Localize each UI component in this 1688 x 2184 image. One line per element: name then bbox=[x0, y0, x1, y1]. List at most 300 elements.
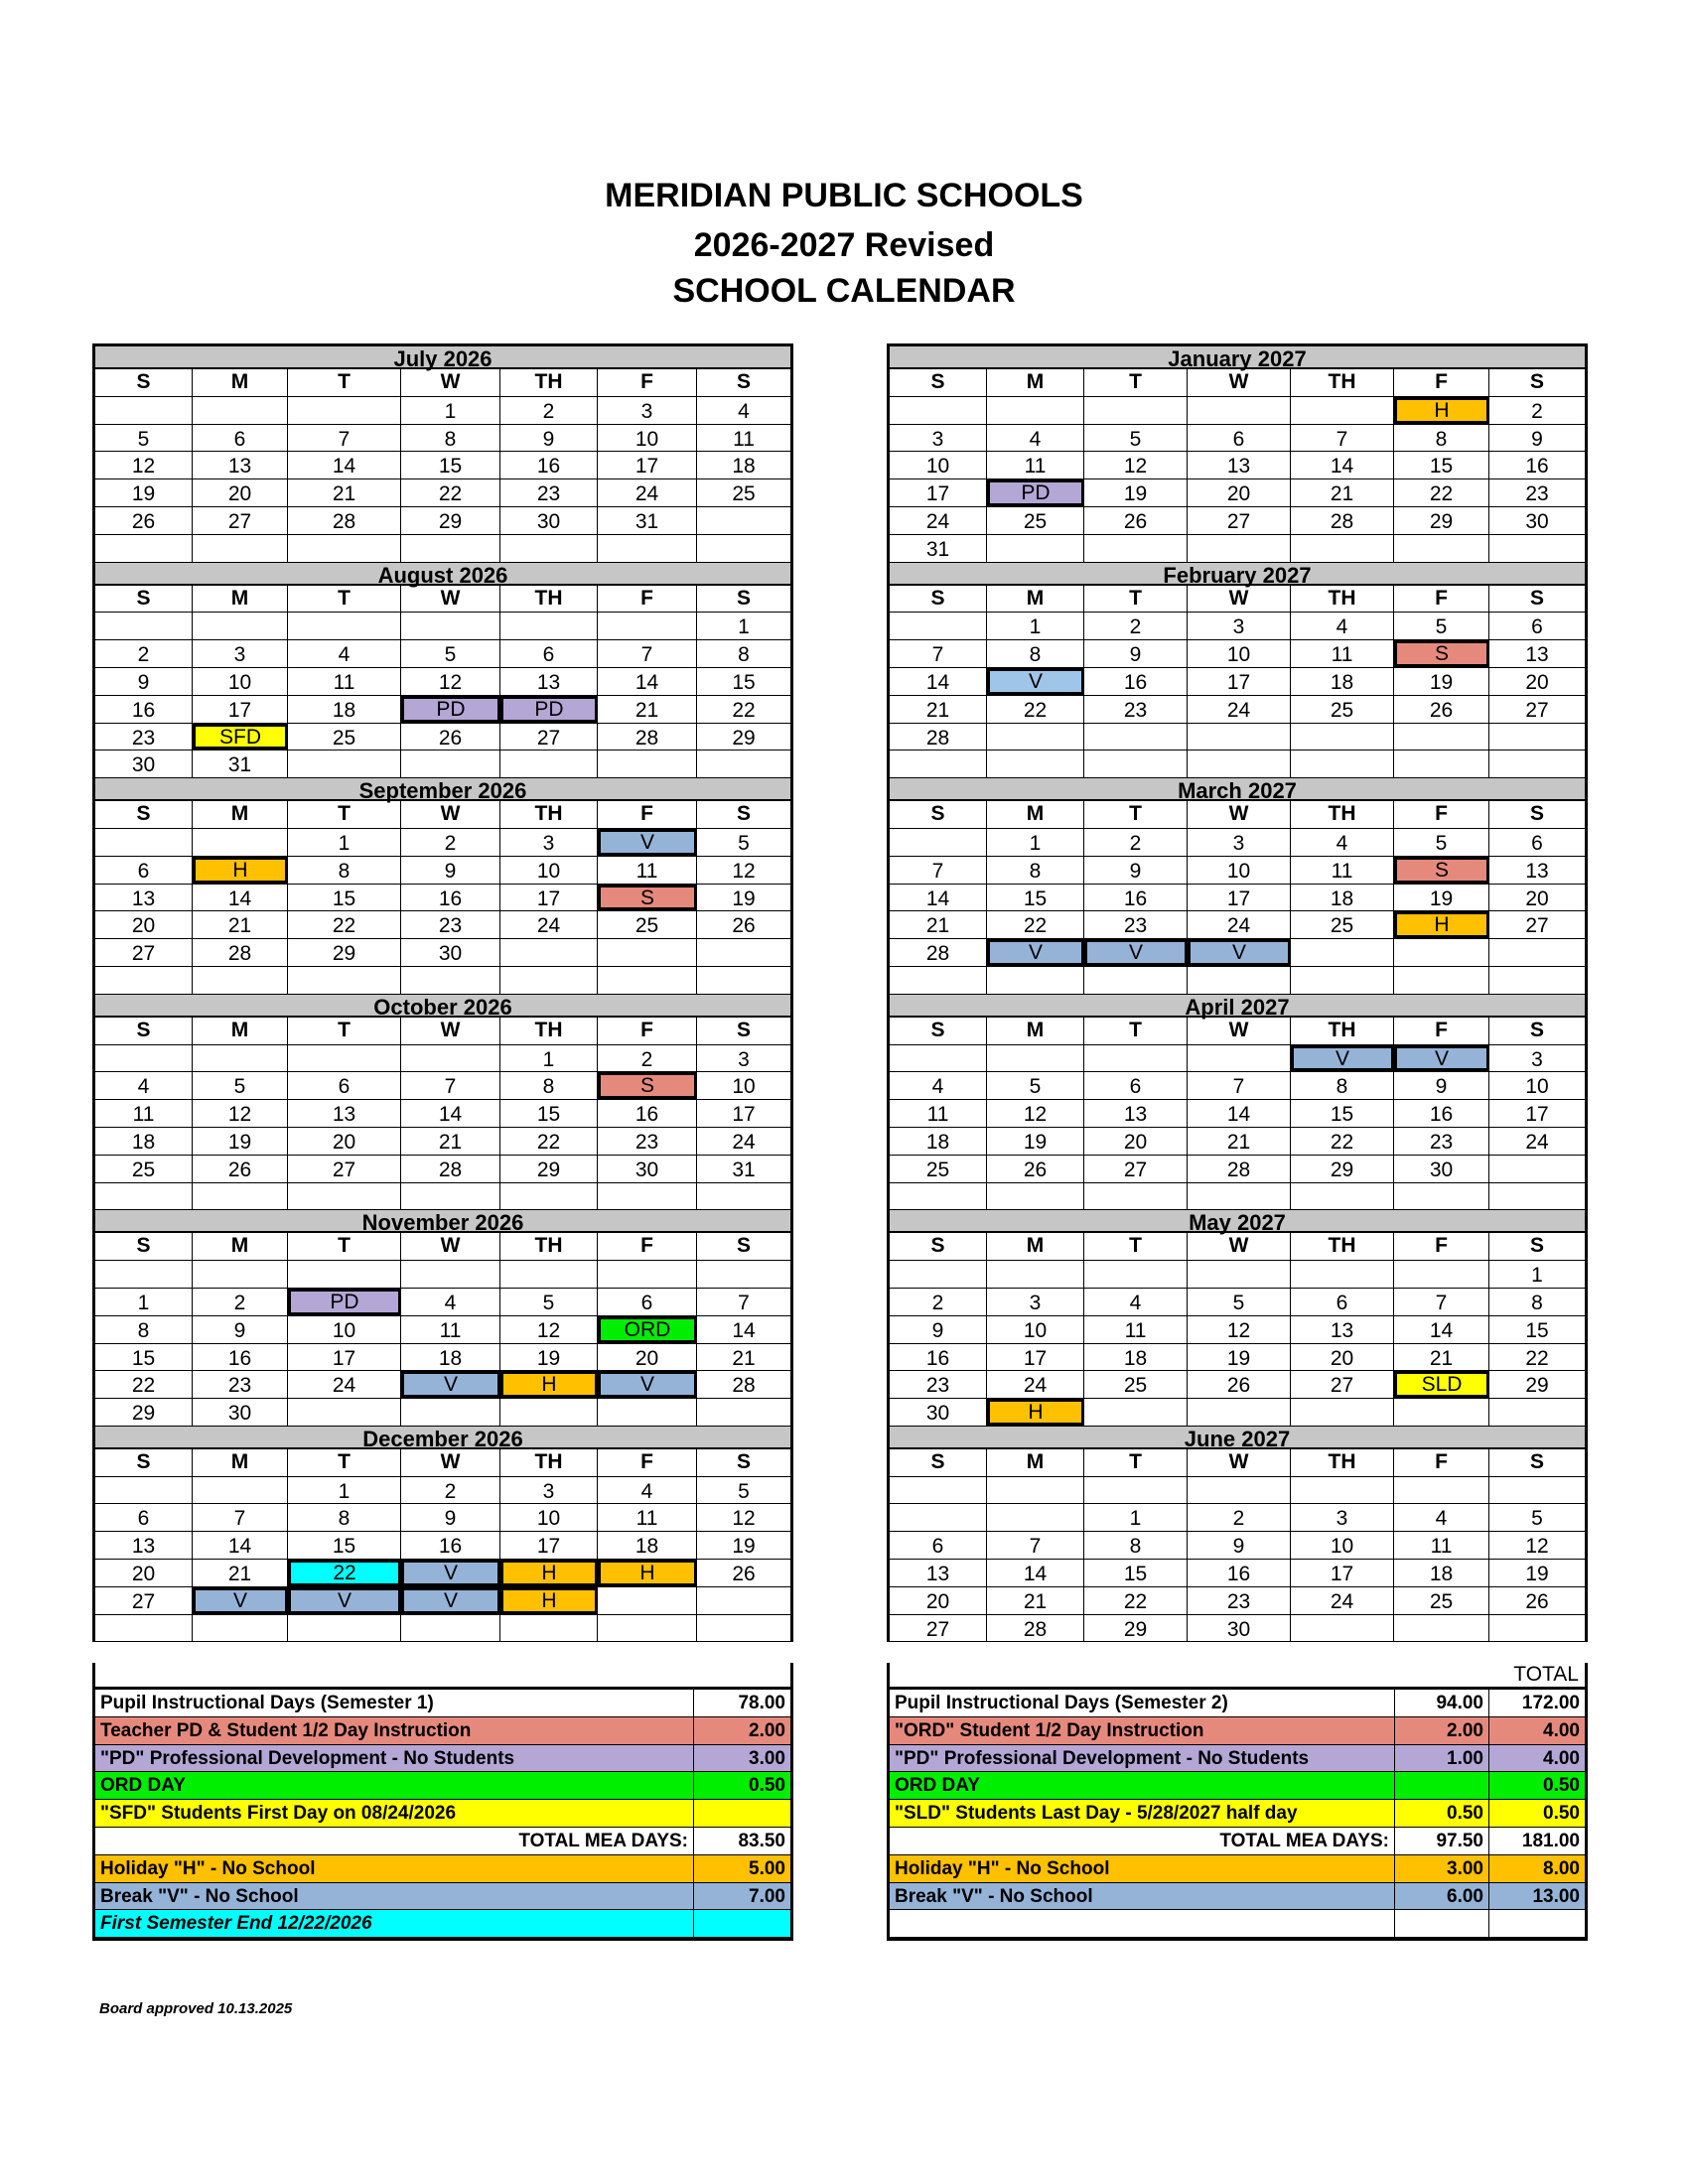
week-row bbox=[890, 425, 1585, 453]
day-cell: 4 bbox=[288, 640, 401, 667]
summary-value: 6.00 bbox=[1395, 1883, 1489, 1910]
day-cell bbox=[890, 1183, 987, 1210]
weekday-label: W bbox=[401, 1449, 500, 1476]
day-cell: H bbox=[1394, 911, 1489, 938]
summary-total: 181.00 bbox=[1521, 1830, 1580, 1851]
month-block bbox=[890, 563, 1585, 779]
summary-row bbox=[95, 1745, 790, 1773]
weekday-label: T bbox=[1084, 369, 1188, 396]
day-cell: 14 bbox=[890, 668, 987, 695]
day-cell: 10 bbox=[1188, 857, 1291, 884]
day-cell: 9 bbox=[1394, 1072, 1489, 1099]
day-cell bbox=[987, 1504, 1084, 1531]
day-cell: 26 bbox=[1188, 1371, 1291, 1398]
summary-row bbox=[890, 1828, 1585, 1855]
day-cell: 23 bbox=[890, 1371, 987, 1398]
day-cell: 25 bbox=[95, 1156, 193, 1182]
day-cell bbox=[1394, 724, 1489, 751]
day-cell: 25 bbox=[288, 724, 401, 751]
day-cell: 31 bbox=[732, 1158, 756, 1181]
day-cell: 29 bbox=[401, 507, 500, 534]
month-block bbox=[95, 563, 790, 779]
day-cell: 21 bbox=[1188, 1128, 1291, 1155]
day-cell: 17 bbox=[732, 1103, 756, 1127]
weekday-header-row bbox=[890, 1018, 1585, 1045]
weekday-label: S bbox=[890, 1018, 987, 1044]
summary-label: "ORD" Student 1/2 Day Instruction bbox=[890, 1717, 1395, 1744]
day-cell bbox=[1394, 1399, 1489, 1426]
day-cell: 5 bbox=[500, 1289, 598, 1315]
day-cell: 15 bbox=[95, 1344, 193, 1371]
weekday-label: S bbox=[95, 1233, 193, 1260]
day-cell bbox=[500, 613, 598, 639]
day-cell bbox=[1291, 1477, 1394, 1504]
day-cell: 6 bbox=[193, 425, 288, 452]
day-cell: 2 bbox=[1084, 829, 1188, 856]
day-cell: 24 bbox=[1291, 1587, 1394, 1614]
day-cell: 23 bbox=[1084, 696, 1188, 723]
week-row bbox=[95, 967, 790, 995]
day-cell bbox=[890, 967, 987, 994]
summary-row bbox=[890, 1883, 1585, 1911]
summary-total: 0.50 bbox=[1489, 1772, 1585, 1799]
weekday-label: T bbox=[1084, 1233, 1188, 1260]
day-cell bbox=[1489, 724, 1585, 751]
day-cell: 16 bbox=[401, 885, 500, 911]
day-cell: V bbox=[401, 1371, 500, 1398]
day-cell: 29 bbox=[1394, 507, 1489, 534]
weekday-label: W bbox=[1188, 1233, 1291, 1260]
day-cell: 6 bbox=[1531, 831, 1543, 855]
week-row bbox=[890, 1560, 1585, 1587]
day-cell: 7 bbox=[738, 1291, 750, 1314]
day-cell: 11 bbox=[1291, 640, 1394, 667]
day-cell: 2 bbox=[1188, 1504, 1291, 1531]
day-cell: 23 bbox=[1394, 1128, 1489, 1155]
day-cell bbox=[1291, 939, 1394, 966]
day-cell bbox=[95, 397, 193, 424]
week-row bbox=[95, 829, 790, 857]
week-row bbox=[890, 967, 1585, 995]
day-cell: 26 bbox=[401, 724, 500, 751]
day-cell bbox=[401, 967, 500, 994]
day-cell: 11 bbox=[733, 427, 755, 451]
summary-value: 1.00 bbox=[1395, 1745, 1489, 1772]
day-cell: 27 bbox=[1525, 914, 1549, 938]
day-cell: 22 bbox=[1394, 479, 1489, 506]
weekday-label: M bbox=[193, 1233, 288, 1260]
week-row bbox=[95, 1261, 790, 1289]
day-cell: 3 bbox=[1531, 1047, 1543, 1071]
day-cell: 20 bbox=[288, 1128, 401, 1155]
day-cell bbox=[1489, 1477, 1585, 1504]
weekday-label: W bbox=[401, 1018, 500, 1044]
weekday-label: TH bbox=[500, 586, 598, 613]
summary-row bbox=[890, 1800, 1585, 1828]
day-cell: V bbox=[1188, 939, 1291, 966]
day-cell: 10 bbox=[890, 452, 987, 478]
week-row bbox=[95, 507, 790, 535]
week-row bbox=[890, 535, 1585, 563]
day-cell: 19 bbox=[732, 1535, 756, 1559]
day-cell: 15 bbox=[288, 1532, 401, 1559]
day-cell: 21 bbox=[193, 911, 288, 938]
day-cell bbox=[890, 1261, 987, 1288]
summary-value: 2.00 bbox=[1395, 1717, 1489, 1744]
day-cell: 14 bbox=[288, 452, 401, 478]
day-cell bbox=[401, 535, 500, 562]
day-cell: 28 bbox=[987, 1615, 1084, 1642]
month-block bbox=[890, 1210, 1585, 1427]
weekday-label: F bbox=[1394, 586, 1489, 613]
day-cell bbox=[1084, 1261, 1188, 1288]
day-cell bbox=[1394, 1615, 1489, 1642]
day-cell bbox=[1489, 535, 1585, 562]
weekday-header-row bbox=[890, 1233, 1585, 1261]
weekday-label: TH bbox=[500, 1233, 598, 1260]
month-name: August 2026 bbox=[95, 563, 790, 586]
day-cell: 3 bbox=[598, 397, 697, 424]
day-cell bbox=[1489, 939, 1585, 966]
day-cell: 28 bbox=[1188, 1156, 1291, 1182]
day-cell: PD bbox=[288, 1289, 401, 1315]
weekday-label: TH bbox=[500, 1449, 598, 1476]
day-cell: 10 bbox=[500, 857, 598, 884]
day-cell bbox=[288, 1045, 401, 1072]
day-cell: 15 bbox=[1525, 1318, 1549, 1342]
day-cell: V bbox=[987, 939, 1084, 966]
day-cell bbox=[1394, 535, 1489, 562]
weekday-label: F bbox=[1394, 369, 1489, 396]
week-row bbox=[95, 1072, 790, 1100]
day-cell: 29 bbox=[1291, 1156, 1394, 1182]
day-cell: 8 bbox=[95, 1316, 193, 1343]
day-cell: 5 bbox=[1084, 425, 1188, 452]
weekday-header-row bbox=[95, 1449, 790, 1477]
day-cell: H bbox=[598, 1560, 697, 1586]
day-cell: SFD bbox=[193, 724, 288, 751]
week-row bbox=[890, 1289, 1585, 1316]
day-cell: 25 bbox=[598, 911, 697, 938]
day-cell: 8 bbox=[987, 640, 1084, 667]
day-cell: V bbox=[1291, 1045, 1394, 1072]
weekday-label: TH bbox=[500, 1018, 598, 1044]
day-cell: 15 bbox=[1291, 1100, 1394, 1127]
summary-row bbox=[890, 1690, 1585, 1717]
day-cell bbox=[1084, 751, 1188, 777]
day-cell: 10 bbox=[732, 1075, 756, 1099]
day-cell: 19 bbox=[95, 479, 193, 506]
week-row bbox=[890, 1399, 1585, 1427]
day-cell bbox=[1291, 1261, 1394, 1288]
day-cell: 27 bbox=[95, 939, 193, 966]
day-cell: 8 bbox=[738, 643, 750, 667]
day-cell: 13 bbox=[95, 885, 193, 911]
day-cell: 3 bbox=[1188, 829, 1291, 856]
day-cell bbox=[697, 1399, 790, 1426]
week-row bbox=[95, 535, 790, 563]
day-cell: 7 bbox=[288, 425, 401, 452]
weekday-label: S bbox=[890, 369, 987, 396]
day-cell: 18 bbox=[1394, 1560, 1489, 1586]
day-cell: 25 bbox=[1084, 1371, 1188, 1398]
day-cell bbox=[1291, 967, 1394, 994]
day-cell bbox=[697, 967, 790, 994]
day-cell: 31 bbox=[890, 535, 987, 562]
week-row bbox=[95, 751, 790, 778]
day-cell bbox=[288, 1399, 401, 1426]
weekday-header-row bbox=[95, 1018, 790, 1045]
weekday-header-row bbox=[890, 801, 1585, 829]
day-cell: H bbox=[193, 857, 288, 884]
day-cell: 17 bbox=[1525, 1103, 1549, 1127]
weekday-label: M bbox=[987, 586, 1084, 613]
day-cell: 25 bbox=[1394, 1587, 1489, 1614]
day-cell: V bbox=[598, 829, 697, 856]
weekday-label: W bbox=[1188, 586, 1291, 613]
day-cell bbox=[1291, 1615, 1394, 1642]
week-row bbox=[95, 452, 790, 479]
day-cell bbox=[1188, 397, 1291, 424]
day-cell bbox=[598, 1183, 697, 1210]
weekday-header-row bbox=[95, 1233, 790, 1261]
summary-label: Holiday "H" - No School bbox=[95, 1855, 694, 1882]
summary-row bbox=[890, 1717, 1585, 1745]
calendar-year: 2026-2027 Revised bbox=[693, 226, 995, 264]
week-row bbox=[890, 829, 1585, 857]
day-cell bbox=[1084, 1399, 1188, 1426]
day-cell: 21 bbox=[890, 696, 987, 723]
day-cell: 5 bbox=[95, 425, 193, 452]
day-cell bbox=[288, 613, 401, 639]
day-cell: 20 bbox=[1084, 1128, 1188, 1155]
day-cell: 1 bbox=[95, 1289, 193, 1315]
summary-row bbox=[890, 1855, 1585, 1883]
day-cell bbox=[193, 1183, 288, 1210]
summary-total bbox=[1489, 1910, 1585, 1937]
day-cell: 12 bbox=[732, 859, 756, 883]
day-cell: 15 bbox=[987, 885, 1084, 911]
day-cell: 27 bbox=[1084, 1156, 1188, 1182]
day-cell bbox=[193, 829, 288, 856]
weekday-label: S bbox=[1529, 1234, 1544, 1258]
week-row bbox=[95, 911, 790, 939]
day-cell: 15 bbox=[1394, 452, 1489, 478]
day-cell: 9 bbox=[1188, 1532, 1291, 1559]
calendar-column-left bbox=[92, 343, 793, 1642]
weekday-label: F bbox=[1394, 1233, 1489, 1260]
day-cell: 22 bbox=[987, 911, 1084, 938]
day-cell: 5 bbox=[1531, 1507, 1543, 1531]
day-cell bbox=[598, 1261, 697, 1288]
day-cell: 22 bbox=[1084, 1587, 1188, 1614]
summary-value bbox=[694, 1800, 790, 1827]
day-cell: 11 bbox=[401, 1316, 500, 1343]
day-cell: 13 bbox=[1525, 859, 1549, 883]
day-cell: 11 bbox=[598, 857, 697, 884]
weekday-label: M bbox=[193, 369, 288, 396]
day-cell: 16 bbox=[1525, 455, 1549, 478]
day-cell: H bbox=[500, 1371, 598, 1398]
day-cell: 26 bbox=[1525, 1589, 1549, 1613]
summary-value: 0.50 bbox=[1395, 1800, 1489, 1827]
summary-value: 5.00 bbox=[694, 1855, 790, 1882]
day-cell: 17 bbox=[193, 696, 288, 723]
day-cell: 24 bbox=[987, 1371, 1084, 1398]
week-row bbox=[890, 696, 1585, 724]
day-cell: 11 bbox=[1394, 1532, 1489, 1559]
day-cell bbox=[401, 1399, 500, 1426]
day-cell: 23 bbox=[1084, 911, 1188, 938]
summary-row bbox=[95, 1772, 790, 1800]
day-cell: 5 bbox=[987, 1072, 1084, 1099]
weekday-label: TH bbox=[1291, 801, 1394, 828]
weekday-label: T bbox=[288, 369, 401, 396]
day-cell bbox=[95, 1045, 193, 1072]
day-cell: 18 bbox=[401, 1344, 500, 1371]
day-cell: 1 bbox=[500, 1045, 598, 1072]
day-cell: 30 bbox=[1525, 509, 1549, 533]
day-cell: 3 bbox=[1188, 613, 1291, 639]
day-cell: 14 bbox=[890, 885, 987, 911]
day-cell: 9 bbox=[193, 1316, 288, 1343]
day-cell bbox=[1188, 1183, 1291, 1210]
day-cell: 3 bbox=[1291, 1504, 1394, 1531]
week-row bbox=[95, 640, 790, 668]
day-cell: 17 bbox=[1291, 1560, 1394, 1586]
day-cell bbox=[890, 751, 987, 777]
day-cell: 19 bbox=[987, 1128, 1084, 1155]
weekday-header-row bbox=[890, 586, 1585, 614]
day-cell: 18 bbox=[890, 1128, 987, 1155]
day-cell: 20 bbox=[890, 1587, 987, 1614]
day-cell: 4 bbox=[1291, 613, 1394, 639]
day-cell bbox=[890, 1477, 987, 1504]
day-cell: 1 bbox=[1084, 1504, 1188, 1531]
weekday-label: T bbox=[1084, 1449, 1188, 1476]
day-cell: 9 bbox=[1084, 640, 1188, 667]
day-cell: 27 bbox=[1188, 507, 1291, 534]
day-cell: 12 bbox=[500, 1316, 598, 1343]
day-cell: 27 bbox=[95, 1587, 193, 1614]
weekday-label: S bbox=[95, 369, 193, 396]
day-cell: 20 bbox=[1525, 887, 1549, 910]
weekday-label: M bbox=[987, 369, 1084, 396]
weekday-label: T bbox=[1084, 586, 1188, 613]
month-block bbox=[95, 1427, 790, 1643]
day-cell: 22 bbox=[1525, 1346, 1549, 1370]
week-row bbox=[95, 696, 790, 724]
day-cell: 3 bbox=[890, 425, 987, 452]
day-cell bbox=[1489, 1156, 1585, 1182]
day-cell bbox=[193, 967, 288, 994]
day-cell bbox=[1188, 1261, 1291, 1288]
summary-label: "PD" Professional Development - No Students bbox=[95, 1745, 694, 1772]
month-name: June 2027 bbox=[890, 1427, 1585, 1449]
day-cell: 14 bbox=[193, 885, 288, 911]
day-cell: 4 bbox=[401, 1289, 500, 1315]
day-cell: 8 bbox=[500, 1072, 598, 1099]
day-cell: 4 bbox=[95, 1072, 193, 1099]
weekday-label: F bbox=[598, 1449, 697, 1476]
day-cell: 4 bbox=[890, 1072, 987, 1099]
day-cell: 21 bbox=[288, 479, 401, 506]
day-cell bbox=[288, 535, 401, 562]
day-cell bbox=[598, 1587, 697, 1614]
day-cell: 4 bbox=[1291, 829, 1394, 856]
day-cell: 20 bbox=[598, 1344, 697, 1371]
day-cell: 4 bbox=[987, 425, 1084, 452]
summary-row bbox=[890, 1910, 1585, 1938]
day-cell: 18 bbox=[288, 696, 401, 723]
weekday-label: W bbox=[401, 1233, 500, 1260]
weekday-label: M bbox=[193, 586, 288, 613]
summary-row bbox=[890, 1772, 1585, 1800]
week-row bbox=[890, 1128, 1585, 1156]
day-cell: 30 bbox=[500, 507, 598, 534]
week-row bbox=[890, 911, 1585, 939]
day-cell: 20 bbox=[1188, 479, 1291, 506]
week-row bbox=[890, 1477, 1585, 1505]
day-cell: 2 bbox=[1084, 613, 1188, 639]
day-cell: 5 bbox=[1188, 1289, 1291, 1315]
day-cell: V bbox=[401, 1560, 500, 1586]
day-cell bbox=[193, 397, 288, 424]
weekday-label: F bbox=[598, 1233, 697, 1260]
day-cell bbox=[987, 397, 1084, 424]
week-row bbox=[890, 1532, 1585, 1560]
day-cell: 15 bbox=[1084, 1560, 1188, 1586]
day-cell bbox=[1291, 751, 1394, 777]
day-cell: 15 bbox=[732, 670, 756, 694]
month-block bbox=[95, 995, 790, 1211]
day-cell: 14 bbox=[193, 1532, 288, 1559]
day-cell: 21 bbox=[890, 911, 987, 938]
weekday-label: W bbox=[401, 369, 500, 396]
weekday-label: S bbox=[95, 1018, 193, 1044]
day-cell: 7 bbox=[890, 857, 987, 884]
summary-label: Pupil Instructional Days (Semester 2) bbox=[890, 1690, 1395, 1716]
day-cell: 18 bbox=[1291, 885, 1394, 911]
week-row bbox=[95, 1477, 790, 1505]
day-cell: 25 bbox=[890, 1156, 987, 1182]
day-cell bbox=[288, 397, 401, 424]
day-cell bbox=[697, 1615, 790, 1642]
day-cell: V bbox=[1084, 939, 1188, 966]
summary-row bbox=[95, 1690, 790, 1717]
day-cell: 16 bbox=[500, 452, 598, 478]
day-cell: 9 bbox=[500, 425, 598, 452]
day-cell: 19 bbox=[1394, 668, 1489, 695]
day-cell bbox=[193, 613, 288, 639]
day-cell bbox=[1291, 1183, 1394, 1210]
week-row bbox=[95, 1183, 790, 1211]
day-cell: 2 bbox=[95, 640, 193, 667]
day-cell: 9 bbox=[1084, 857, 1188, 884]
week-row bbox=[890, 1316, 1585, 1344]
day-cell: 16 bbox=[1084, 885, 1188, 911]
day-cell: 16 bbox=[401, 1532, 500, 1559]
day-cell bbox=[95, 829, 193, 856]
day-cell: 19 bbox=[1394, 885, 1489, 911]
week-row bbox=[95, 1045, 790, 1073]
day-cell bbox=[697, 751, 790, 777]
day-cell bbox=[500, 1261, 598, 1288]
day-cell: 28 bbox=[288, 507, 401, 534]
day-cell: 13 bbox=[500, 668, 598, 695]
weekday-label: TH bbox=[500, 369, 598, 396]
day-cell: 3 bbox=[500, 829, 598, 856]
